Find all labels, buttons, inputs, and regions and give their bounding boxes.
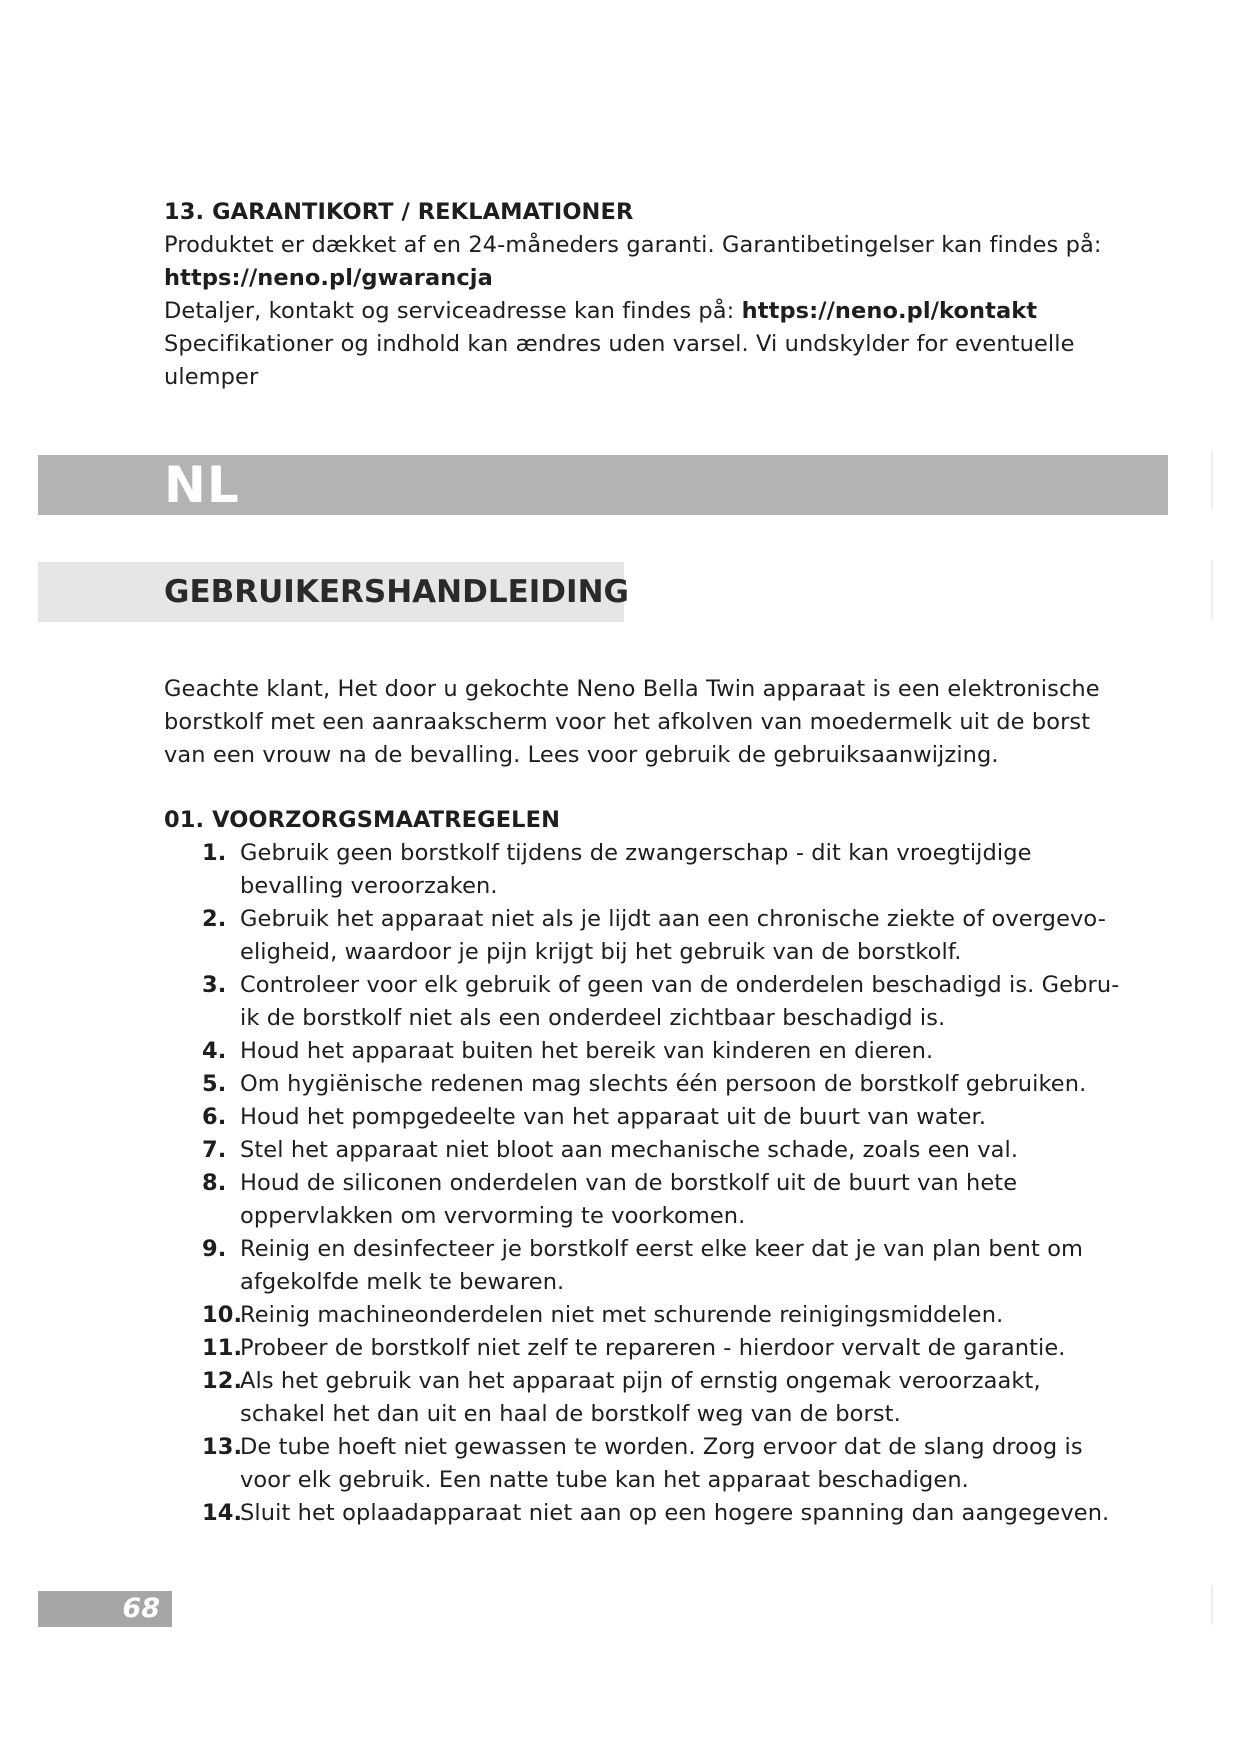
warranty-line-1: Produktet er dækket af en 24-måneders garanti. Garantibetingelser kan findes på: (164, 232, 1102, 258)
list-item (164, 903, 1124, 969)
list-item-number: 1. (202, 840, 227, 866)
contact-line (164, 295, 1124, 328)
list-item-number: 10. (202, 1302, 243, 1328)
page-number: 68 (122, 1593, 160, 1624)
contact-link[interactable]: https://neno.pl/kontakt (741, 298, 1038, 324)
list-item-number: 12. (202, 1368, 243, 1394)
list-item (164, 1299, 1124, 1332)
list-item (164, 1035, 1124, 1068)
intro-paragraph: Geachte klant, Het door u gekochte Neno Bella Twin apparaat is een elektronische borstkolf met een aanraakscherm voor het afkolven van moedermelk uit de borst van een vrouw na de bevalling. Lees voor gebruik de gebruiksaanwijzing. (164, 676, 1100, 768)
list-item (164, 1101, 1124, 1134)
list-item-number: 6. (202, 1104, 227, 1130)
list-item-number: 5. (202, 1071, 227, 1097)
list-item-text: Houd het apparaat buiten het bereik van kinderen en dieren. (240, 1038, 934, 1064)
list-item (164, 969, 1124, 1035)
page-number-box (38, 1591, 172, 1627)
list-item-text: Om hygiënische redenen mag slechts één persoon de borstkolf gebruiken. (240, 1071, 1087, 1097)
list-item-text: Reinig machineonderdelen niet met schurende reinigingsmiddelen. (240, 1302, 1004, 1328)
precautions-heading: 01. VOORZORGSMAATREGELEN (164, 807, 561, 833)
list-item-text: Als het gebruik van het apparaat pijn of ernstig ongemak veroorzaakt, schakel het dan uit en haal de borstkolf weg van de borst. (240, 1368, 1041, 1427)
page-edge-line (1211, 450, 1213, 510)
list-item (164, 1134, 1124, 1167)
list-item-number: 3. (202, 972, 227, 998)
list-item-text: Stel het apparaat niet bloot aan mechanische schade, zoals een val. (240, 1137, 1019, 1163)
contact-label: Detaljer, kontakt og serviceadresse kan findes på: (164, 298, 742, 324)
manual-title: GEBRUIKERSHANDLEIDING (164, 574, 629, 610)
disclaimer: Specifikationer og indhold kan ændres uden varsel. Vi undskylder for eventuelle ulemper (164, 331, 1075, 390)
list-item-text: Controleer voor elk gebruik of geen van de onderdelen beschadigd is. Gebru-ik de borstkolf niet als een onderdeel zichtbaar beschadigd is. (240, 972, 1120, 1031)
warranty-link[interactable]: https://neno.pl/gwarancja (164, 265, 493, 291)
list-item-text: Reinig en desinfecteer je borstkolf eerst elke keer dat je van plan bent om afgekolfde melk te bewaren. (240, 1236, 1084, 1295)
list-item-text: Gebruik het apparaat niet als je lijdt aan een chronische ziekte of overgevo-eligheid, waardoor je pijn krijgt bij het gebruik van de borstkolf. (240, 906, 1106, 965)
list-item (164, 1167, 1124, 1233)
list-item-text: Houd de siliconen onderdelen van de borstkolf uit de buurt van hete oppervlakken om vervorming te voorkomen. (240, 1170, 1018, 1229)
page-edge-line (1211, 560, 1213, 620)
manual-title-bar (38, 562, 629, 622)
list-item-text: Gebruik geen borstkolf tijdens de zwangerschap - dit kan vroegtijdige bevalling veroorzaken. (240, 840, 1032, 899)
list-item-number: 14. (202, 1500, 243, 1526)
warranty-section (164, 196, 1124, 394)
list-item-number: 4. (202, 1038, 227, 1064)
list-item (164, 1068, 1124, 1101)
list-item-text: Probeer de borstkolf niet zelf te repareren - hierdoor vervalt de garantie. (240, 1335, 1066, 1361)
list-item (164, 1431, 1124, 1497)
language-code: NL (164, 456, 240, 514)
list-item-text: Houd het pompgedeelte van het apparaat uit de buurt van water. (240, 1104, 987, 1130)
list-item-number: 13. (202, 1434, 243, 1460)
list-item (164, 1332, 1124, 1365)
warranty-heading: 13. GARANTIKORT / REKLAMATIONER (164, 199, 634, 225)
list-item (164, 1497, 1124, 1530)
list-item-text: De tube hoeft niet gewassen te worden. Zorg ervoor dat de slang droog is voor elk gebruik. Een natte tube kan het apparaat beschadigen. (240, 1434, 1083, 1493)
precautions-section (164, 804, 1124, 1530)
list-item-number: 11. (202, 1335, 243, 1361)
page-edge-line (1211, 1585, 1213, 1625)
list-item-text: Sluit het oplaadapparaat niet aan op een hogere spanning dan aangegeven. (240, 1500, 1110, 1526)
language-bar (38, 455, 1168, 515)
list-item (164, 1365, 1124, 1431)
list-item-number: 7. (202, 1137, 227, 1163)
list-item-number: 9. (202, 1236, 227, 1262)
list-item (164, 1233, 1124, 1299)
list-item (164, 837, 1124, 903)
list-item-number: 8. (202, 1170, 227, 1196)
precautions-list (164, 837, 1124, 1530)
list-item-number: 2. (202, 906, 227, 932)
